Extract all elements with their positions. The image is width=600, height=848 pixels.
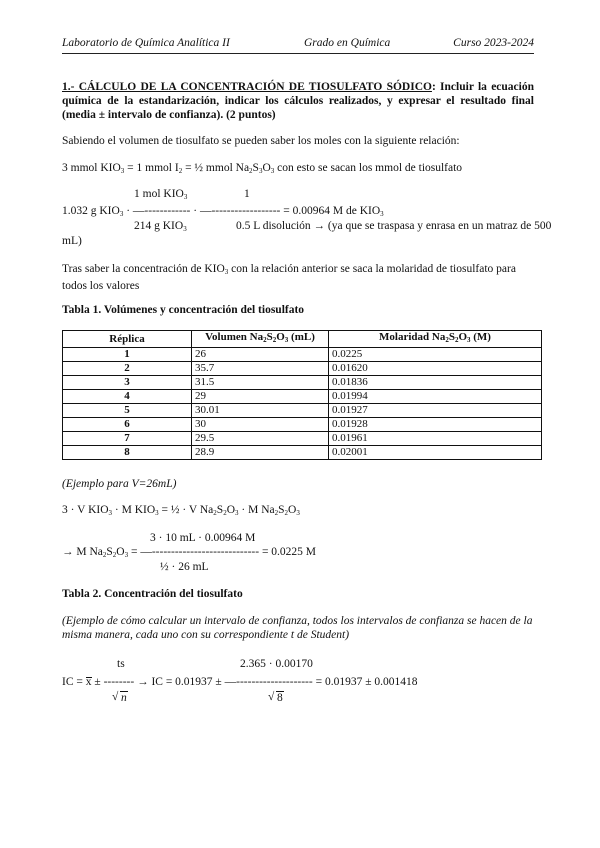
eq2-main-line: → M $Na_2S_2O_3$ = —---------------------------- = 0.0225 M — [62, 546, 317, 559]
question-title-rest: : Incluir la ecuación química de la estandarización, indicar los cálculos realizados, y expresar el resultado final (media ± intervalo de confianza). (2 puntos) — [62, 81, 534, 121]
col-replica: Réplica — [63, 331, 192, 348]
header-degree: Grado en Química — [304, 37, 391, 49]
ic-ts: ts — [117, 658, 125, 670]
table-row: 5 30.01 0.01927 — [63, 404, 542, 418]
eq2-denominator: ½ · 26 mL — [160, 561, 209, 573]
header-year: Curso 2023-2024 — [453, 37, 534, 49]
table-row: 2 35.7 0.01620 — [63, 362, 542, 376]
ic-numerator: 2.365 · 0.00170 — [240, 658, 313, 670]
calc1-numerator-1: 1 mol $KIO_3$ — [134, 188, 188, 201]
table1-caption: Tabla 1. Volúmenes y concentración del tiosulfato — [62, 304, 305, 316]
question-title — [62, 80, 534, 122]
paragraph-2: Tras saber la concentración de $KIO_3$ con la relación anterior se saca la molaridad de tiosulfato para todos los valores — [62, 263, 516, 292]
question-title-underlined: 1.- CÁLCULO DE LA CONCENTRACIÓN DE TIOSULFATO SÓDICO — [62, 81, 432, 93]
calc1-continuation: mL) — [62, 235, 82, 247]
col-volume: Volumen $Na_2S_2O_3$ (mL) — [192, 331, 329, 348]
mole-relation: 3 mmol $KIO_3 = 1$ mmol $I_2$ = ½ mmol $Na_2S_3O_3$ con esto se sacan los mmol de tiosulfato — [62, 162, 463, 175]
stoichiometry-equation: 3 · V $KIO_3 \cdot M$ $KIO_3$ = ½ · V $Na_2S_2O_3 \cdot M$ $Na_2S_2O_3$ — [62, 504, 300, 517]
ic-sqrt-n: √ n — [112, 692, 128, 704]
col-molarity: Molaridad $Na_2S_2O_3$ (M) — [329, 331, 542, 348]
table1 — [62, 330, 542, 460]
page-header — [62, 37, 534, 54]
intro-text: Sabiendo el volumen de tiosulfato se pueden saber los moles con la siguiente relación: — [62, 135, 460, 147]
table-row: 6 30 0.01928 — [63, 418, 542, 432]
table-row: 7 29.5 0.01961 — [63, 432, 542, 446]
table-row: 4 29 0.01994 — [63, 390, 542, 404]
calc1-denominator-1: 214 g $KIO_3$ — [134, 220, 187, 233]
header-course: Laboratorio de Química Analítica II — [62, 37, 230, 49]
calc1-denominator-2: 0.5 L disolución → (ya que se traspasa y enrasa en un matraz de 500 — [236, 220, 552, 232]
calc1-numerator-2: 1 — [244, 188, 250, 200]
example2-text: (Ejemplo de cómo calcular un intervalo de confianza, todos los intervalos de confianza se hacen de la misma manera, cada uno con su correspondiente t de Student) — [62, 615, 533, 641]
table-row: 3 31.5 0.01836 — [63, 376, 542, 390]
table1-header-row — [63, 331, 542, 348]
table-row: 8 28.9 0.02001 — [63, 446, 542, 460]
ic-sqrt-8: √ 8 — [268, 692, 284, 704]
example-label: (Ejemplo para V=26mL) — [62, 478, 177, 490]
ic-main-line: IC = x ± -------- → IC = 0.01937 ± —-------------------- = 0.01937 ± 0.001418 — [62, 676, 418, 688]
calc1-main-line: 1.032 g $KIO_3$ · —------------ · —------------------ = 0.00964 M de $KIO_3$ — [62, 205, 384, 218]
table2-caption: Tabla 2. Concentración del tiosulfato — [62, 588, 243, 600]
table-row: 1 26 0.0225 — [63, 348, 542, 362]
eq2-numerator: 3 · 10 mL · 0.00964 M — [150, 532, 256, 544]
